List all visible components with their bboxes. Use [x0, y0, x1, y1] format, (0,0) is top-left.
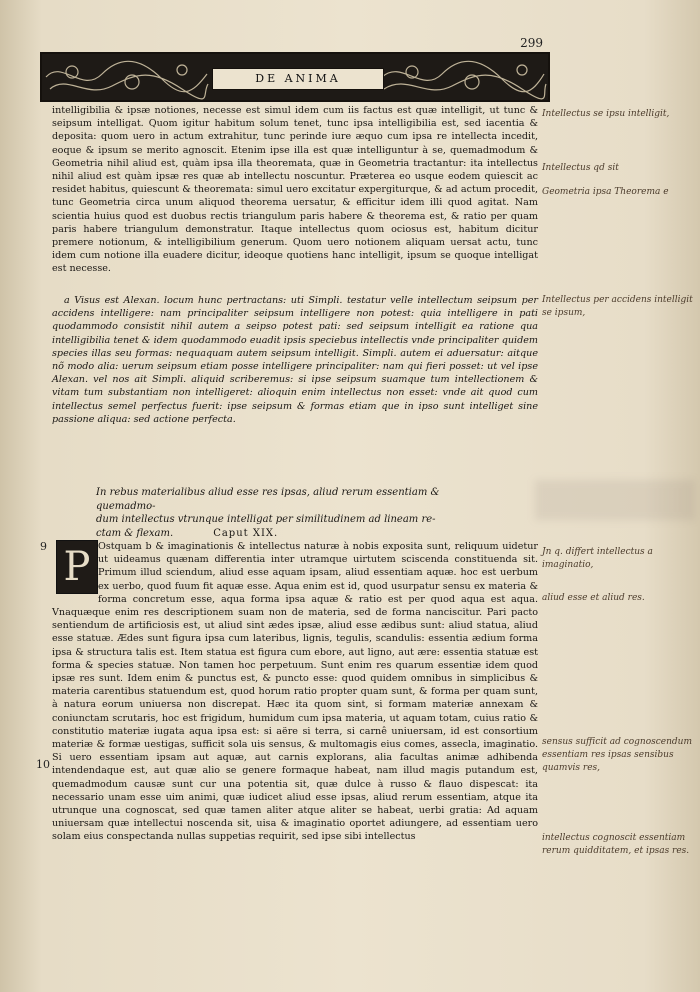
- chapter-heading: [96, 486, 496, 540]
- paragraph-2-text: Visus est Alexan. locum hunc pertractans: uti Simpli. testatur velle intellectum seipsum per accidens intelligere: nam principaliter seipsum intelligere non potest: quia intelligere in pati quodammodo consistit nihil autem a seipso potest pati: sed seipsum intelligit ea ratione qua intelligibilia tenet & idem quodammodo euadit ipsis speciebus intellectis vnde principaliter quidem species illas seu formas: nequaquam autem seipsum intelligit. Simpli. autem ei aduersatur: aitque nõ modo alia: uerum seipsum etiam posse intelligere principaliter: nam qui fieri posset: ut vel ipse Alexan. vel nos ait Simpli. aliquid scriberemus: si ipse seipsum suamque tum intellectionem & vitam tum substantiam non intelligeret: alioquin enim intellectus non esset: vnde ait quod cum intellectus semel perfectus fuerit: ipse seipsum & formas etiam que in ipso sunt intelliget sine passione aliqua: sed actione perfecta.: [52, 295, 538, 425]
- paragraph-2-commentary: [52, 294, 538, 470]
- marginal-note: Geometria ipsa Theorema e: [542, 187, 669, 197]
- chapter-heading-line-3: ctam & flexam.: [96, 527, 174, 539]
- margin-number-10: 10: [36, 758, 50, 771]
- main-text-column: [52, 104, 538, 470]
- paragraph-3-text: Ostquam b & imaginationis & intellectus naturæ à nobis exposita sunt, reliquum uidetur ut uideamus quænam differentia inter utramque uirtutem sciscenda constituenda sit. Primum illud sciendum, aliud esse aquam ipsam, aliud essentiam aquæ. hoc est uerbum ex uerbo, quod fuum fit aquæ esse. Aqua enim est id, quod usurpatur sensu ex materia & forma concretum esse, aqua forma ipsa aquæ & ratio est per quod aqua est aqua. Vnaquæque enim res descriptionem suam non de materia, sed de forma nanciscitur. Pari pacto sentiendum de artificiosis est, ut aliud sint ædes ipsæ, aliud esse ædibus sunt: aliud statua, aliud esse statuæ. Ædes sunt figura ipsa cum lateribus, lignis, tegulis, scandulis: essentia ædium forma ipsa & structura talis est. Item statua est figura cum ebore, aut ligno, aut ære: essentia statuæ est forma & species statuæ. Non tamen hoc perpetuum. Sunt enim res quarum essentiæ idem quod ipsæ res sunt. Idem enim & punctus est, & puncto esse: quod quidem omnibus in simplicibus & materia carentibus statuendum est, quod horum ratio propter quam sunt, & forma per quam sunt, à natura eorum uniuersa non discrepat. Hæc ita quom sint, si formam materiæ annexam & coniunctam scrutaris, hoc est frigidum, humidum cum ipsa materia, ut aquam totam, cuius ratio & constitutio materiæ iugata aqua ipsa est: si aëre si terra, si carnê uniuersam, id est consortium materiæ & formæ uestigas, sufficit sola uis sensus, & multomagis eius comes, assecla, imaginatio. Si uero essentiam ipsam aut aquæ, aut carnis explorans, alia facultas animæ adhibenda intendendaque est, aut quæ alio se genere formaque habeat, nam illud magis putandum est, quemadmodum causæ sunt cur una potentia sit, quæ dulce à russo & flauo dispescat: ita necessario unam esse uim animi, quæ iudicet aliud esse ipsas, aliud rerum essentiam, atque ita utrunque una cognoscat, sed quæ tamen aliter atque aliter se habeat, uerbi gratia: Ad aquam uniuersam quæ intellectui noscenda sit, uisa & imaginatio oportet adiungere, ad essentiam uero solam eius conspectanda nullas suppetias requirit, sed ipse sibi intellectus: [52, 541, 538, 843]
- marginal-note: Intellectus per accidens intelligit se ipsum,: [542, 295, 693, 318]
- marginal-note: intellectus cognoscit essentiam rerum quidditatem, et ipsas res.: [542, 833, 690, 856]
- marginal-note: Intellectus qd sit: [542, 163, 619, 173]
- running-header-title: DE ANIMA: [212, 68, 384, 90]
- margin-number-9: 9: [40, 540, 47, 553]
- page-number: 299: [520, 36, 543, 50]
- paragraph-3: [52, 540, 538, 844]
- initial-letter: P: [63, 544, 91, 590]
- marginal-note: sensus sufficit ad cognoscendum essentiam res ipsas sensibus quamvis res,: [542, 737, 692, 773]
- decorated-initial: [56, 540, 98, 594]
- marginal-note: Intellectus se ipsu intelligit,: [542, 109, 670, 119]
- note-marker: a: [64, 295, 70, 306]
- marginal-notes: [542, 0, 700, 992]
- chapter-number: Caput XIX.: [213, 527, 279, 539]
- chapter-heading-line-2: dum intellectus vtrunque intelligat per similitudinem ad lineam re-: [96, 514, 436, 525]
- marginal-note: Jn q. differt intellectus a imaginatio,: [542, 547, 653, 570]
- chapter-heading-line-1: In rebus materialibus aliud esse res ipsas, aliud rerum essentiam & quemadmo-: [96, 487, 440, 512]
- marginal-note: aliud esse et aliud res.: [542, 593, 645, 603]
- decorative-header-band: [40, 52, 550, 102]
- paragraph-1: intelligibilia & ipsæ notiones, necesse est simul idem cum iis factus est quæ intelligit, ut tunc & seipsum intelligat. Quom igitur habitum solum tenet, tunc ipsa intelligibilia est, sed iacentia & deposita: quom uero in actum extrahitur, tunc perinde iure æquo cum ipsa re intellecta incedit, eoque & ipsum se merito agnoscit. Etenim ipse illa est quæ intelliguntur à se, quemadmodum & Geometria nihil aliud est, quàm ipsa illa theoremata, quæ in Geometria tractantur: ita intellectus nihil aliud est quàm ipsæ res quæ ab intellectu noscuntur. Præterea eo usque eodem quiescit ac residet habitus, quiescunt & theoremata: simul uero excitatur expergiturque, & ad actum procedit, tunc Geometria circa unum aliquod theorema uersatur, & efficitur idem illi quod agitat. Nam scientia huius quod est duobus rectis triangulum paris habere & theorema est, & ratio per quam paris habere triangulum demonstratur. Itaque intellectus quom ociosus est, habitum dicitur premere notionum, & intelligibilium generum. Quom uero notionem aliquam uersat actu, tunc idem cum notione illa euadere dicitur, ideoque quotiens hanc intelligit, ipsum se quoque intelligat est necesse.: [52, 105, 538, 275]
